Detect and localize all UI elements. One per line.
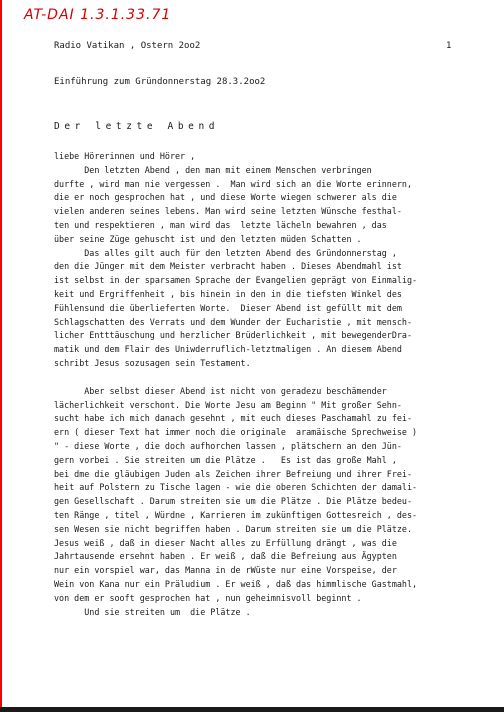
paragraph-2-line: licher Entttäuschung und herzlicher Brüderlichkeit , mit bewegenderDra- — [54, 330, 412, 341]
paragraph-3-line: Aber selbst dieser Abend ist nicht von geradezu beschämender — [54, 385, 387, 396]
archive-stamp: AT-DAI 1.3.1.33.71 — [24, 7, 172, 23]
paragraph-1-line: ten und respektieren , man wird das letzte lächeln bewahren , das — [54, 219, 387, 230]
red-margin-line — [0, 0, 2, 712]
paragraph-3-line: heit auf Polstern zu Tische lagen - wie die oberen Schichten der damali- — [54, 482, 418, 493]
paragraph-3-line: ten Ränge , titel , Würdne , Karrieren im zukünftigen Gottesreich , des- — [54, 509, 418, 520]
paragraph-2-line: schribt Jesus sozusagen sein Testament. — [54, 357, 251, 368]
paragraph-3-line: lächerlichkeit verschont. Die Worte Jesu am Beginn " Mit großer Sehn- — [54, 399, 402, 410]
bottom-edge-bar — [0, 707, 504, 712]
paragraph-3-line: gen Gesellschaft . Darum streiten sie um die Plätze . Die Plätze bedeu- — [54, 496, 412, 507]
paragraph-2-line: matik und dem Flair des Uniwderruflich-letztmaligen . An diesem Abend — [54, 344, 402, 355]
greeting: liebe Hörerinnen und Hörer , — [54, 151, 196, 161]
paragraph-3-line: Und sie streiten um die Plätze . — [54, 606, 251, 617]
paragraph-spacer — [54, 371, 494, 385]
paragraph-3-line: bei dme die gläubigen Juden als Zeichen ihrer Befreiung und ihrer Frei- — [54, 468, 412, 479]
paragraph-3-line: Jesus weiß , daß in dieser Nacht alles zu Erfüllung drängt , was die — [54, 537, 397, 548]
paragraph-2-line: Das alles gilt auch für den letzten Abend des Gründonnerstag , — [54, 247, 397, 258]
document-title: Der letzte Abend — [54, 121, 220, 132]
paragraph-2-line: Schlagschatten des Verrats und dem Wunder der Eucharistie , mit mensch- — [54, 316, 412, 327]
paragraph-1-line: Den letzten Abend , den man mit einem Menschen verbringen — [54, 164, 372, 175]
paragraph-2-line: Fühlensund die überlieferten Worte. Dieser Abend ist gefüllt mit dem — [54, 302, 402, 313]
paragraph-3-line: Jahrtausende ersehnt haben . Er weiß , daß die Befreiung aus Ägypten — [54, 551, 397, 562]
paragraph-1-line: über seine Züge gehuscht ist und den letzten müden Schatten . — [54, 233, 362, 244]
header-station: Radio Vatikan , Ostern 2oo2 — [54, 41, 201, 51]
paragraph-3-line: Wein von Kana nur ein Präludium . Er weiß , daß das himmlische Gastmahl, — [54, 578, 418, 589]
page-number: 1 — [446, 41, 452, 51]
document-subtitle: Einführung zum Gründonnerstag 28.3.2oo2 — [54, 77, 266, 87]
paragraph-3-line: gern vorbei . Sie streiten um die Plätze . Es ist das große Mahl , — [54, 454, 397, 465]
paragraph-1-line: die er noch gesprochen hat , und diese Worte wiegen schwerer als die — [54, 192, 397, 203]
paragraph-3-line: " - diese Worte , die doch aufhorchen lassen , plätschern an den Jün- — [54, 440, 402, 451]
paragraph-3-line: sen Wesen sie nicht begriffen haben . Darum streiten sie um die Plätze. — [54, 523, 412, 534]
paragraph-1-line: vielen anderen seines lebens. Man wird seine letzten Wünsche festhal- — [54, 206, 402, 217]
document-body — [54, 150, 494, 619]
paragraph-1-line: durfte , wird man nie vergessen . Man wird sich an die Worte erinnern, — [54, 178, 412, 189]
paragraph-3-line: sucht habe ich mich danach gesehnt , mit euch dieses Paschamahl zu fei- — [54, 413, 412, 424]
paragraph-3-line: nur ein vorspiel war, das Manna in de rWüste nur eine Vorspeise, der — [54, 565, 397, 576]
paragraph-3-line: ern ( dieser Text hat immer noch die originale aramäische Sprechweise ) — [54, 427, 418, 438]
paragraph-2-line: ist selbst in der sparsamen Sprache der Evangelien geprägt von Einmalig- — [54, 275, 418, 286]
paragraph-2-line: den die Jünger mit dem Meister verbracht haben . Dieses Abendmahl ist — [54, 261, 402, 272]
paragraph-2-line: keit und Ergriffenheit , bis hinein in den in die tiefsten Winkel des — [54, 288, 402, 299]
paragraph-3-line: von dem er sooft gesprochen hat , nun geheimnisvoll beginnt . — [54, 592, 362, 603]
